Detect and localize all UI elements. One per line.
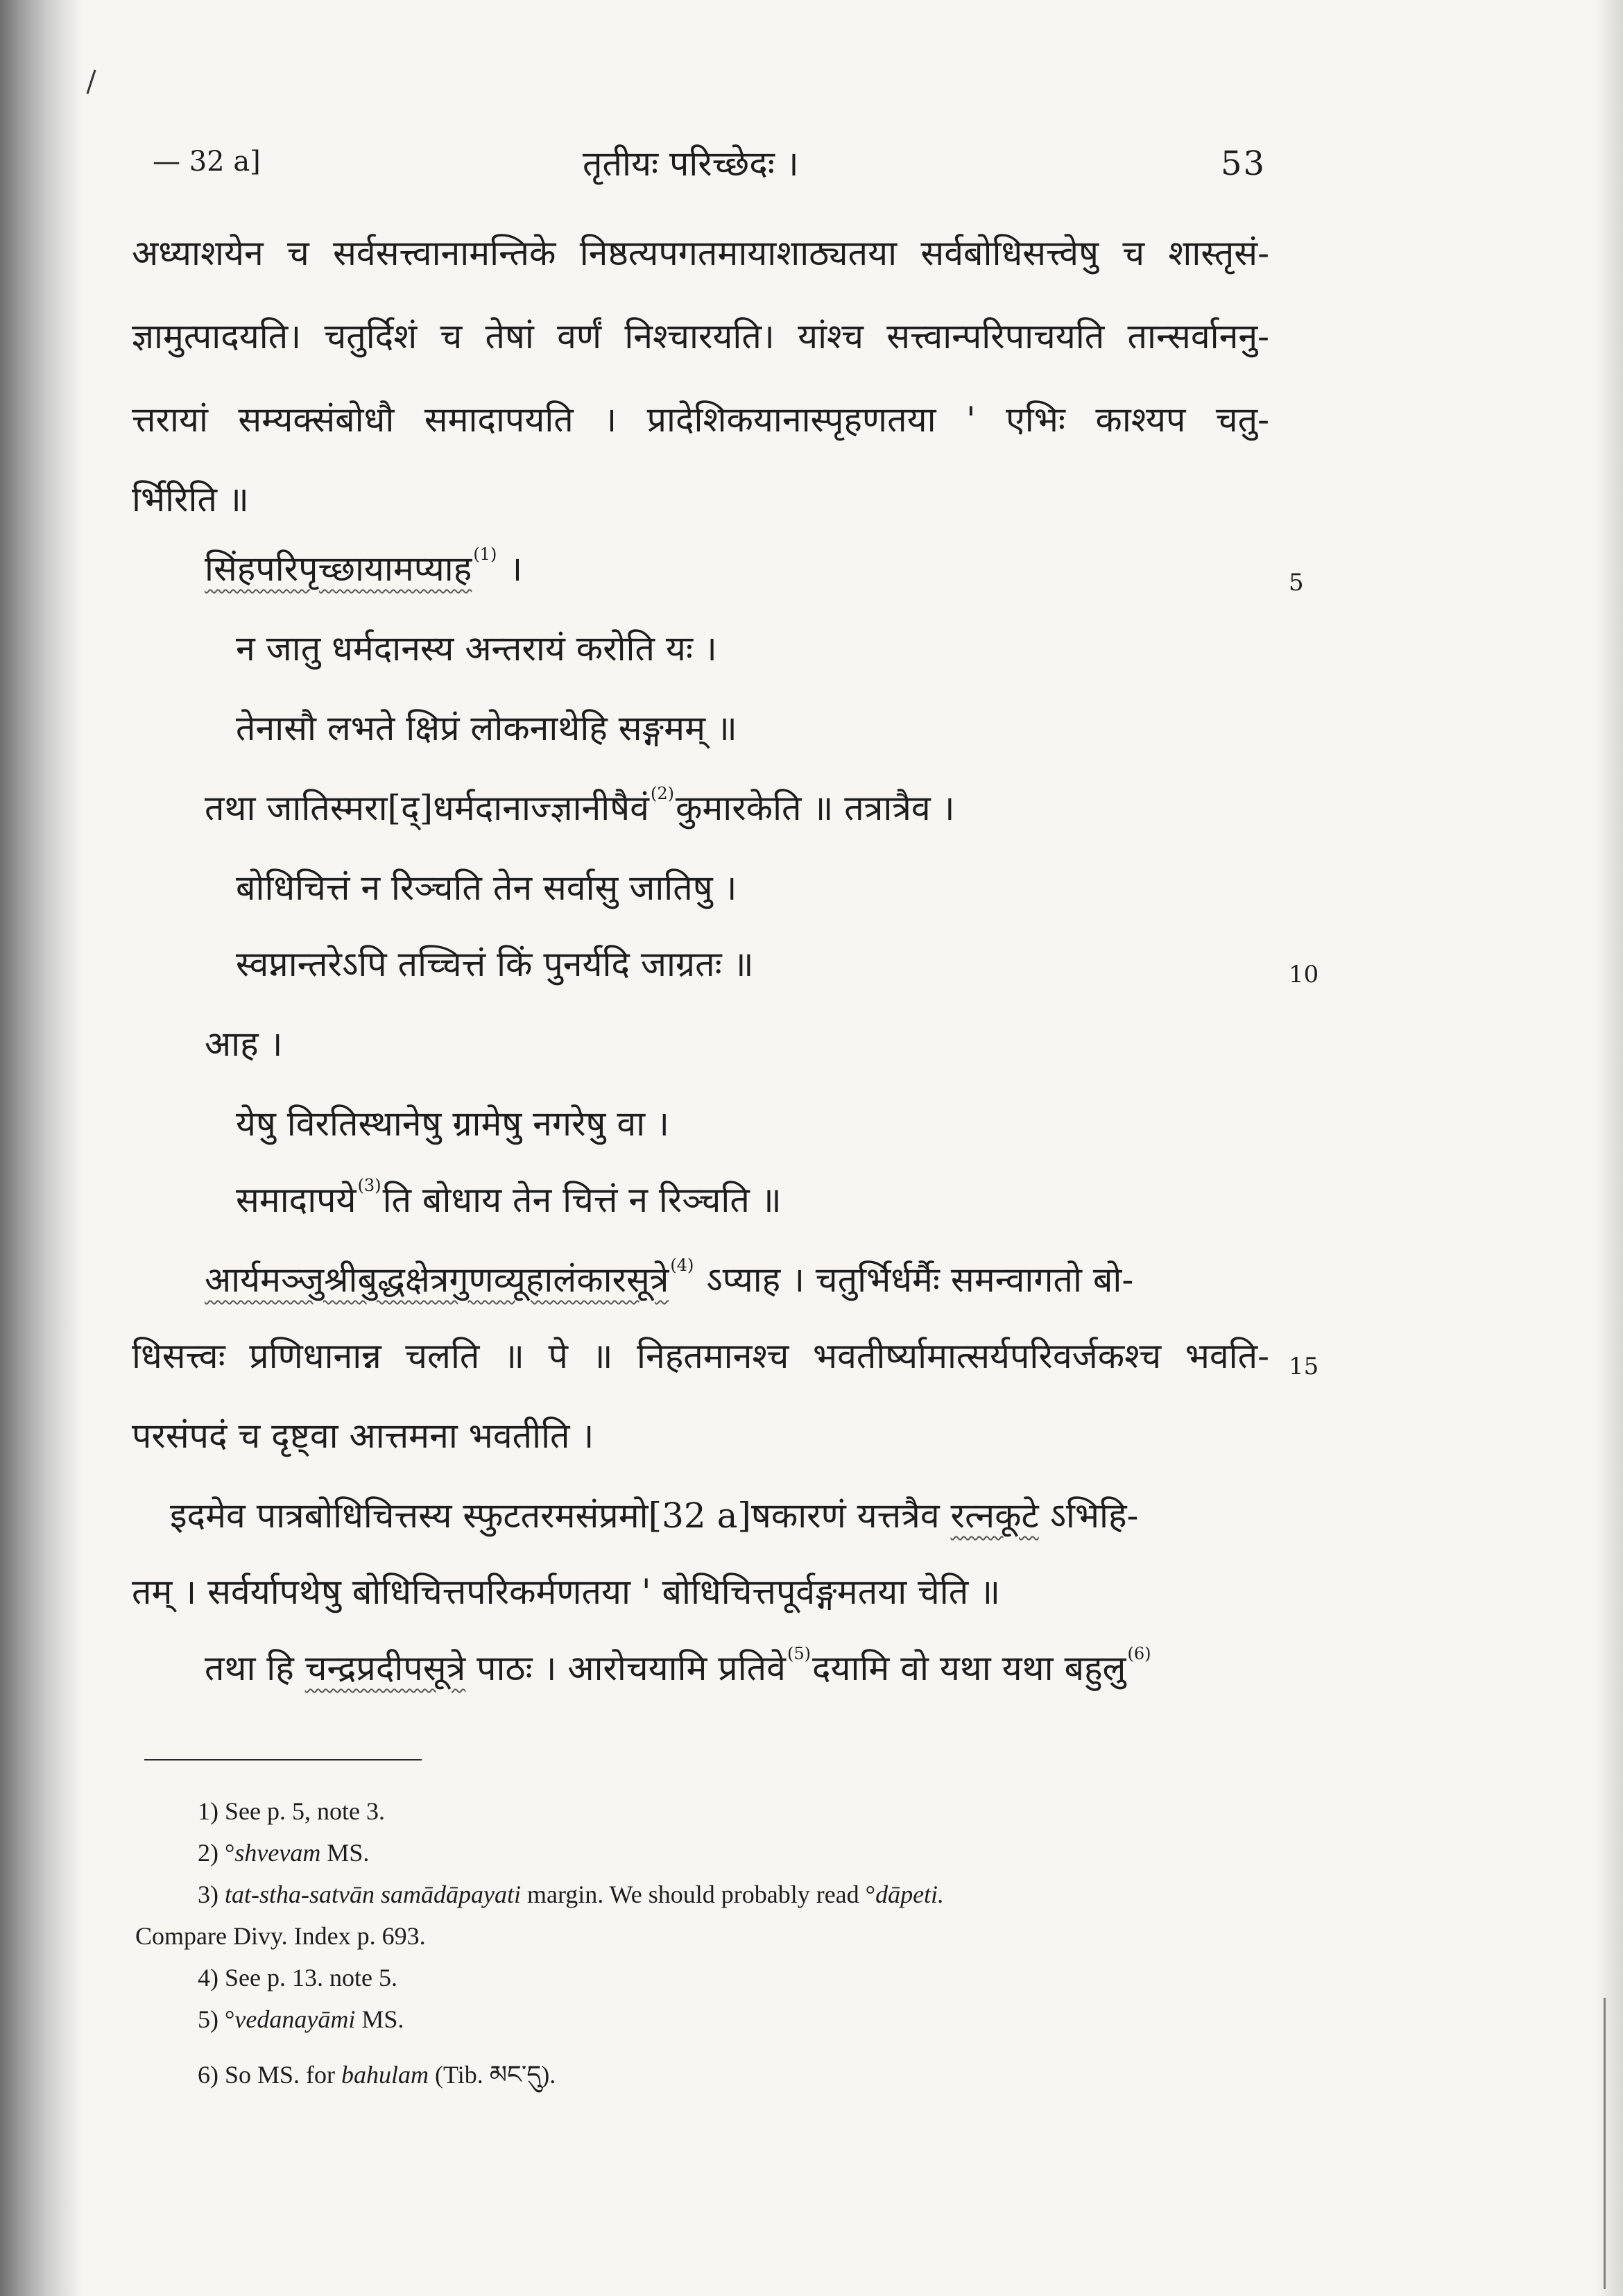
text-line-3: त्तरायां सम्यक्संबोधौ समादापयति । प्रादेशिकयानास्पृहणतया ' एभिः काश्यप चतु- xyxy=(132,400,1269,440)
footnote-ref-5: (5) xyxy=(787,1644,811,1663)
scan-edge-line xyxy=(1604,1998,1606,2289)
running-header xyxy=(0,139,1623,194)
text-line-4: र्भिरिति ॥ xyxy=(132,479,249,520)
text-line-15: धिसत्त्वः प्रणिधानान्न चलति ॥ पे ॥ निहतमानश्च भवतीर्ष्यामात्सर्यपरिवर्जकश्च भवति- xyxy=(132,1336,1269,1376)
line-number-10: 10 xyxy=(1289,961,1319,988)
text-line-19 xyxy=(205,1644,1152,1689)
footnote-5-number: 5) ° xyxy=(198,2005,235,2033)
footnote-ref-4: (4) xyxy=(670,1256,694,1275)
citation-candrapradipa-sutra: चन्द्रप्रदीपसूत्रे xyxy=(304,1648,466,1688)
page-number: 53 xyxy=(1221,144,1266,183)
footnote-ref-2: (2) xyxy=(650,784,674,803)
footnote-2 xyxy=(198,1838,369,1867)
verse-line-13-b: ति बोधाय तेन चित्तं न रिञ्चति ॥ xyxy=(382,1180,782,1220)
footnote-5-source: MS. xyxy=(355,2005,404,2033)
footnote-4: 4) See p. 13. note 5. xyxy=(198,1964,397,1991)
footnote-separator xyxy=(144,1759,422,1760)
verse-line-10: स्वप्नान्तरेऽपि तच्चित्तं किं पुनर्यदि जाग्रतः ॥ xyxy=(236,944,754,984)
footnote-ref-6: (6) xyxy=(1127,1644,1151,1663)
verse-line-7: तेनासौ लभते क्षिप्रं लोकनाथेहि सङ्गमम् ॥ xyxy=(236,708,737,748)
text-line-19-c: पाठः । आरोचयामि प्रतिवे xyxy=(465,1648,786,1688)
text-line-5-end: । xyxy=(498,549,523,589)
verse-line-13-a: समादापये xyxy=(236,1180,357,1220)
header-chapter-title: तृतीयः परिच्छेदः । xyxy=(583,144,799,184)
text-line-5 xyxy=(205,545,523,590)
footnote-3-reading: dāpeti. xyxy=(875,1881,945,1908)
text-line-8-a: तथा जातिस्मरा[द्]धर्मदानाज्ज्ञानीषैवं xyxy=(205,788,649,828)
text-line-19-a: तथा हि xyxy=(205,1648,305,1688)
footnote-ref-3: (3) xyxy=(357,1176,381,1195)
verse-line-12: येषु विरतिस्थानेषु ग्रामेषु नगरेषु वा । xyxy=(236,1104,669,1144)
footnote-6-tib-label: (Tib. xyxy=(429,2061,490,2089)
line-number-5: 5 xyxy=(1289,569,1304,597)
verse-line-6: न जातु धर्मदानस्य अन्तरायं करोति यः । xyxy=(236,628,717,669)
header-page-reference: — 32 a] xyxy=(153,146,261,178)
footnote-6-term: bahulam xyxy=(341,2061,429,2089)
text-line-17-a: इदमेव पात्रबोधिचित्तस्य स्फुटतरमसंप्रमो[32 a]षकारणं यत्तत्रैव xyxy=(170,1496,951,1536)
verse-line-13 xyxy=(236,1176,782,1221)
text-line-19-d: दयामि वो यथा यथा बहुलु xyxy=(812,1648,1126,1688)
footnote-3 xyxy=(198,1880,944,1909)
footnote-3-comment: margin. We should probably read ° xyxy=(520,1881,876,1908)
footnote-3-continued: Compare Divy. Index p. 693. xyxy=(135,1922,426,1950)
footnote-5-term: vedanayāmi xyxy=(234,2005,356,2033)
footnote-3-term: tat-stha-satvān samādāpayati xyxy=(225,1881,521,1908)
footnote-1: 1) See p. 5, note 3. xyxy=(198,1797,385,1825)
footnote-ref-1: (1) xyxy=(473,545,497,564)
footnote-3-number: 3) xyxy=(198,1881,225,1908)
footnote-6-close: ). xyxy=(541,2061,556,2089)
citation-manjusri-sutra: आर्यमञ्जुश्रीबुद्धक्षेत्रगुणव्यूहालंकारसूत्रे xyxy=(205,1260,669,1300)
citation-ratnakuta: रत्नकूटे xyxy=(950,1496,1039,1536)
text-line-8-b: कुमारकेति ॥ तत्रात्रैव । xyxy=(675,788,955,828)
text-line-17 xyxy=(170,1495,1138,1536)
text-line-11: आह । xyxy=(205,1024,283,1064)
footnote-5 xyxy=(198,2005,404,2034)
footnote-2-term: shvevam xyxy=(234,1839,321,1867)
text-line-1: अध्याशयेन च सर्वसत्त्वानामन्तिके निष्ठत्यपगतमायाशाठ्यतया सर्वबोधिसत्त्वेषु च शास्तृसं- xyxy=(132,233,1269,273)
text-line-18: तम् । सर्वर्यापथेषु बोधिचित्तपरिकर्मणतया ' बोधिचित्तपूर्वङ्गमतया चेति ॥ xyxy=(132,1572,1001,1612)
footnote-2-source: MS. xyxy=(320,1839,370,1867)
text-line-14-b: ऽप्याह । चतुर्भिर्धर्मैः समन्वागतो बो- xyxy=(695,1260,1134,1300)
verse-line-9: बोधिचित्तं न रिञ्चति तेन सर्वासु जातिषु । xyxy=(236,868,737,908)
footnote-2-number: 2) ° xyxy=(198,1839,235,1867)
footnote-6 xyxy=(198,2046,556,2117)
text-line-17-c: ऽभिहि- xyxy=(1038,1496,1139,1536)
footnote-6-number: 6) So MS. for xyxy=(198,2061,342,2089)
scan-shadow-right xyxy=(1595,0,1623,2296)
line-number-15: 15 xyxy=(1289,1353,1319,1380)
scan-shadow-left xyxy=(0,0,83,2296)
text-line-14 xyxy=(205,1256,1134,1301)
stray-mark xyxy=(87,69,96,94)
citation-simhapariprccha: सिंहपरिपृच्छायामप्याह xyxy=(205,549,472,589)
text-line-8 xyxy=(205,784,955,829)
footnote-6-tibetan: མང་དུ xyxy=(489,2061,542,2089)
text-line-16: परसंपदं च दृष्ट्वा आत्तमना भवतीति । xyxy=(132,1416,594,1456)
text-line-2: ज्ञामुत्पादयति। चतुर्दिशं च तेषां वर्णं निश्चारयति। यांश्च सत्त्वान्परिपाचयति तान्सर्वाननु- xyxy=(132,316,1269,357)
